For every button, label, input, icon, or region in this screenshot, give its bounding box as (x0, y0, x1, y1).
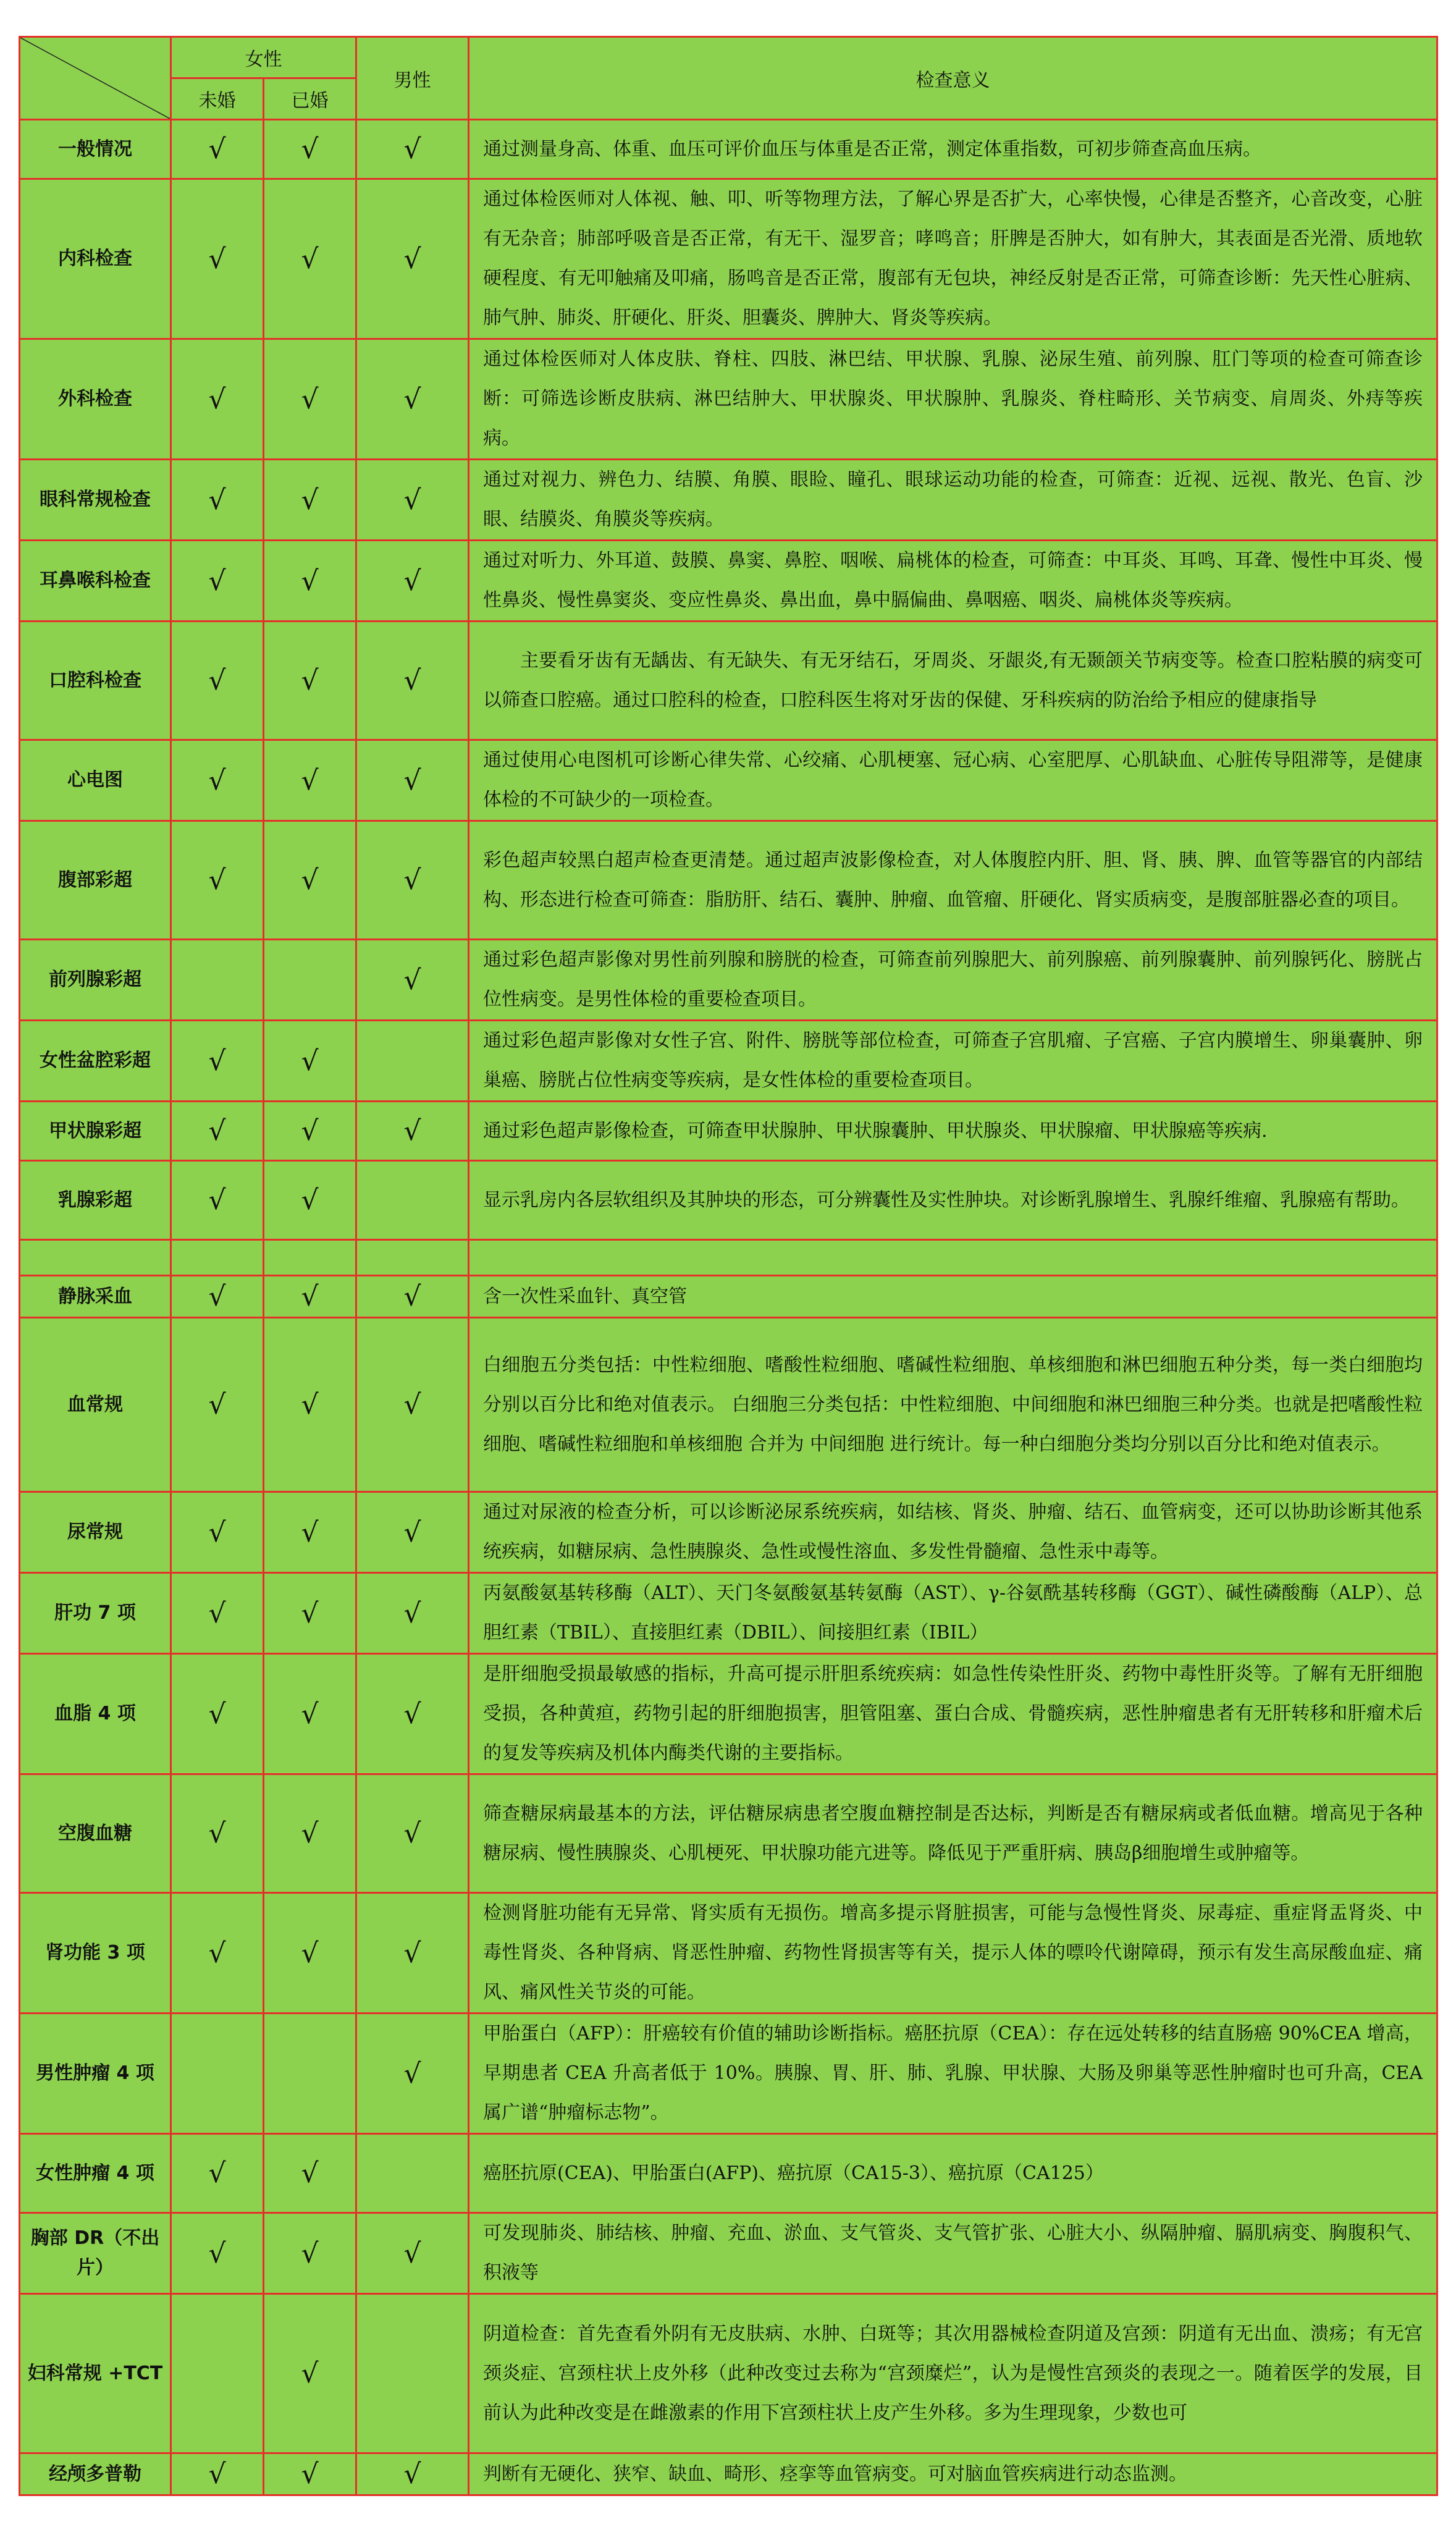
check-unmarried: √ (171, 1774, 264, 1893)
table-row (20, 460, 1437, 541)
item-name: 内科检查 (20, 179, 171, 339)
item-description: 通过彩色超声影像对男性前列腺和膀胱的检查，可筛查前列腺肥大、前列腺癌、前列腺囊肿、前列腺钙化、膀胱占位性病变。是男性体检的重要检查项目。 (469, 940, 1437, 1021)
check-unmarried: √ (171, 120, 264, 179)
item-name: 空腹血糖 (20, 1774, 171, 1893)
check-unmarried: √ (171, 821, 264, 940)
table-row (20, 1318, 1437, 1492)
table-row (20, 179, 1437, 339)
check-unmarried: √ (171, 179, 264, 339)
table-row (20, 1276, 1437, 1318)
item-description (469, 1240, 1437, 1276)
item-description: 通过体检医师对人体视、触、叩、听等物理方法，了解心界是否扩大，心率快慢，心律是否整齐，心音改变，心脏有无杂音；肺部呼吸音是否正常，有无干、湿罗音；哮鸣音；肝脾是否肿大，如有肿大，其表面是否光滑、质地软硬程度、有无叩触痛及叩痛，肠鸣音是否正常，腹部有无包块，神经反射是否正常，可筛查诊断：先天性心脏病、肺气肿、肺炎、肝硬化、肝炎、胆囊炎、脾肿大、肾炎等疾病。 (469, 179, 1437, 339)
check-male: √ (356, 2453, 469, 2495)
check-unmarried: √ (171, 1654, 264, 1774)
check-male: √ (356, 2213, 469, 2294)
table-row (20, 1654, 1437, 1774)
check-male (356, 2294, 469, 2453)
table-row (20, 1492, 1437, 1573)
diagonal-line (20, 38, 170, 119)
check-married: √ (264, 1774, 356, 1893)
check-male: √ (356, 1573, 469, 1654)
check-male: √ (356, 1893, 469, 2014)
item-name: 外科检查 (20, 339, 171, 460)
item-name: 血脂 4 项 (20, 1654, 171, 1774)
check-married: √ (264, 821, 356, 940)
table-row (20, 339, 1437, 460)
item-name: 肾功能 3 项 (20, 1893, 171, 2014)
check-married: √ (264, 1021, 356, 1102)
check-unmarried: √ (171, 2453, 264, 2495)
check-male: √ (356, 1102, 469, 1161)
item-description: 主要看牙齿有无龋齿、有无缺失、有无牙结石，牙周炎、牙龈炎,有无颞颌关节病变等。检查口腔粘膜的病变可以筛查口腔癌。通过口腔科的检查，口腔科医生将对牙齿的保健、牙科疾病的防治给予相应的健康指导 (469, 622, 1437, 740)
item-name: 胸部 DR（不出片） (20, 2213, 171, 2294)
check-married: √ (264, 1654, 356, 1774)
item-name: 一般情况 (20, 120, 171, 179)
table-row (20, 740, 1437, 821)
table-row (20, 120, 1437, 179)
item-description: 判断有无硬化、狭窄、缺血、畸形、痉挛等血管病变。可对脑血管疾病进行动态监测。 (469, 2453, 1437, 2495)
check-married: √ (264, 541, 356, 622)
table-row (20, 2134, 1437, 2213)
table-row (20, 1102, 1437, 1161)
check-married: √ (264, 740, 356, 821)
item-description: 甲胎蛋白（AFP）：肝癌较有价值的辅助诊断指标。癌胚抗原（CEA）：存在远处转移的结直肠癌 90%CEA 增高，早期患者 CEA 升高者低于 10%。胰腺、胃、肝、肺、乳腺、甲状腺、大肠及卵巢等恶性肿瘤时也可升高，CEA 属广谱“肿瘤标志物”。 (469, 2014, 1437, 2134)
check-married: √ (264, 2213, 356, 2294)
check-male: √ (356, 1318, 469, 1492)
health-checkup-table (19, 36, 1438, 2496)
check-unmarried: √ (171, 740, 264, 821)
check-male: √ (356, 120, 469, 179)
check-male: √ (356, 460, 469, 541)
check-unmarried: √ (171, 1318, 264, 1492)
item-description: 通过使用心电图机可诊断心律失常、心绞痛、心肌梗塞、冠心病、心室肥厚、心肌缺血、心脏传导阻滞等，是健康体检的不可缺少的一项检查。 (469, 740, 1437, 821)
item-description: 检测肾脏功能有无异常、肾实质有无损伤。增高多提示肾脏损害，可能与急慢性肾炎、尿毒症、重症肾盂肾炎、中毒性肾炎、各种肾病、肾恶性肿瘤、药物性肾损害等有关，提示人体的嘌呤代谢障碍，预示有发生高尿酸血症、痛风、痛风性关节炎的可能。 (469, 1893, 1437, 2014)
table-row (20, 1161, 1437, 1240)
check-unmarried: √ (171, 1893, 264, 2014)
item-description: 筛查糖尿病最基本的方法，评估糖尿病患者空腹血糖控制是否达标，判断是否有糖尿病或者低血糖。增高见于各种糖尿病、慢性胰腺炎、心肌梗死、甲状腺功能亢进等。降低见于严重肝病、胰岛β细胞增生或肿瘤等。 (469, 1774, 1437, 1893)
table-row (20, 821, 1437, 940)
item-description: 可发现肺炎、肺结核、肿瘤、充血、淤血、支气管炎、支气管扩张、心脏大小、纵隔肿瘤、膈肌病变、胸腹积气、积液等 (469, 2213, 1437, 2294)
item-name: 血常规 (20, 1318, 171, 1492)
check-unmarried: √ (171, 2134, 264, 2213)
check-unmarried (171, 940, 264, 1021)
table-row (20, 2453, 1437, 2495)
check-married: √ (264, 339, 356, 460)
table-row (20, 2213, 1437, 2294)
item-name: 乳腺彩超 (20, 1161, 171, 1240)
table-row (20, 1573, 1437, 1654)
item-description: 白细胞五分类包括：中性粒细胞、嗜酸性粒细胞、嗜碱性粒细胞、单核细胞和淋巴细胞五种分类，每一类白细胞均分别以百分比和绝对值表示。 白细胞三分类包括：中性粒细胞、中间细胞和淋巴细胞三种分类。也就是把嗜酸性粒细胞、嗜碱性粒细胞和单核细胞 合并为 中间细胞 进行统计。每一种白细胞分类均分别以百分比和绝对值表示。 (469, 1318, 1437, 1492)
item-description: 阴道检查：首先查看外阴有无皮肤病、水肿、白斑等；其次用器械检查阴道及宫颈：阴道有无出血、溃疡；有无宫颈炎症、宫颈柱状上皮外移（此种改变过去称为“宫颈糜烂”，认为是慢性宫颈炎的表现之一。随着医学的发展，目前认为此种改变是在雌激素的作用下宫颈柱状上皮产生外移。多为生理现象，少数也可 (469, 2294, 1437, 2453)
item-name: 妇科常规 +TCT (20, 2294, 171, 2453)
check-married: √ (264, 1318, 356, 1492)
check-unmarried: √ (171, 1573, 264, 1654)
header-male: 男性 (356, 37, 469, 120)
check-male (356, 1021, 469, 1102)
check-married: √ (264, 179, 356, 339)
header-unmarried: 未婚 (171, 78, 264, 120)
item-description: 癌胚抗原(CEA)、甲胎蛋白(AFP)、癌抗原（CA15-3）、癌抗原（CA125） (469, 2134, 1437, 2213)
item-description: 通过测量身高、体重、血压可评价血压与体重是否正常，测定体重指数，可初步筛查高血压病。 (469, 120, 1437, 179)
diagonal-corner-cell (20, 37, 171, 120)
check-unmarried: √ (171, 2213, 264, 2294)
check-married (264, 1240, 356, 1276)
header-female: 女性 (171, 37, 356, 78)
table-body (20, 120, 1437, 2495)
check-unmarried (171, 2014, 264, 2134)
check-male: √ (356, 821, 469, 940)
table-row (20, 2294, 1437, 2453)
check-male: √ (356, 179, 469, 339)
check-married: √ (264, 2453, 356, 2495)
item-description: 通过彩色超声影像检查，可筛查甲状腺肿、甲状腺囊肿、甲状腺炎、甲状腺瘤、甲状腺癌等疾病. (469, 1102, 1437, 1161)
header-meaning: 检查意义 (469, 37, 1437, 120)
item-description: 通过对尿液的检查分析，可以诊断泌尿系统疾病，如结核、肾炎、肿瘤、结石、血管病变，还可以协助诊断其他系统疾病，如糖尿病、急性胰腺炎、急性或慢性溶血、多发性骨髓瘤、急性汞中毒等。 (469, 1492, 1437, 1573)
item-description: 丙氨酸氨基转移酶（ALT）、天门冬氨酸氨基转氨酶（AST）、γ-谷氨酰基转移酶（GGT）、碱性磷酸酶（ALP）、总胆红素（TBIL）、直接胆红素（DBIL）、间接胆红素（IBIL） (469, 1573, 1437, 1654)
item-name (20, 1240, 171, 1276)
item-name: 经颅多普勒 (20, 2453, 171, 2495)
item-name: 静脉采血 (20, 1276, 171, 1318)
check-unmarried (171, 2294, 264, 2453)
table-row (20, 1240, 1437, 1276)
item-description: 是肝细胞受损最敏感的指标，升高可提示肝胆系统疾病：如急性传染性肝炎、药物中毒性肝炎等。了解有无肝细胞受损，各种黄疸，药物引起的肝细胞损害，胆管阻塞、蛋白合成、骨髓疾病，恶性肿瘤患者有无肝转移和肝瘤术后的复发等疾病及机体内酶类代谢的主要指标。 (469, 1654, 1437, 1774)
check-married: √ (264, 1893, 356, 2014)
check-married: √ (264, 460, 356, 541)
check-unmarried: √ (171, 1492, 264, 1573)
check-male: √ (356, 1276, 469, 1318)
check-male: √ (356, 1774, 469, 1893)
item-name: 眼科常规检查 (20, 460, 171, 541)
check-unmarried: √ (171, 1276, 264, 1318)
check-married: √ (264, 1102, 356, 1161)
check-male: √ (356, 1654, 469, 1774)
check-unmarried: √ (171, 1161, 264, 1240)
check-married (264, 2014, 356, 2134)
item-description: 通过体检医师对人体皮肤、脊柱、四肢、淋巴结、甲状腺、乳腺、泌尿生殖、前列腺、肛门等项的检查可筛查诊断：可筛选诊断皮肤病、淋巴结肿大、甲状腺炎、甲状腺肿、乳腺炎、脊柱畸形、关节病变、肩周炎、外痔等疾病。 (469, 339, 1437, 460)
check-male: √ (356, 740, 469, 821)
check-male (356, 2134, 469, 2213)
item-name: 尿常规 (20, 1492, 171, 1573)
item-description: 彩色超声较黑白超声检查更清楚。通过超声波影像检查，对人体腹腔内肝、胆、肾、胰、脾、血管等器官的内部结构、形态进行检查可筛查：脂肪肝、结石、囊肿、肿瘤、血管瘤、肝硬化、肾实质病变，是腹部脏器必查的项目。 (469, 821, 1437, 940)
check-male: √ (356, 339, 469, 460)
check-married (264, 940, 356, 1021)
check-male: √ (356, 2014, 469, 2134)
check-unmarried: √ (171, 1021, 264, 1102)
item-description: 通过对视力、辨色力、结膜、角膜、眼睑、瞳孔、眼球运动功能的检查，可筛查：近视、远视、散光、色盲、沙眼、结膜炎、角膜炎等疾病。 (469, 460, 1437, 541)
check-male (356, 1161, 469, 1240)
check-unmarried: √ (171, 622, 264, 740)
table-row (20, 541, 1437, 622)
item-name: 口腔科检查 (20, 622, 171, 740)
table-row (20, 1021, 1437, 1102)
check-married: √ (264, 2294, 356, 2453)
check-unmarried: √ (171, 1102, 264, 1161)
item-name: 肝功 7 项 (20, 1573, 171, 1654)
item-name: 女性盆腔彩超 (20, 1021, 171, 1102)
table-row (20, 2014, 1437, 2134)
check-male (356, 1240, 469, 1276)
check-male: √ (356, 622, 469, 740)
table-row (20, 1774, 1437, 1893)
check-married: √ (264, 2134, 356, 2213)
item-name: 腹部彩超 (20, 821, 171, 940)
check-male: √ (356, 541, 469, 622)
header-married: 已婚 (264, 78, 356, 120)
check-married: √ (264, 120, 356, 179)
check-male: √ (356, 1492, 469, 1573)
check-married: √ (264, 1573, 356, 1654)
item-description: 通过对听力、外耳道、鼓膜、鼻窦、鼻腔、咽喉、扁桃体的检查，可筛查：中耳炎、耳鸣、耳聋、慢性中耳炎、慢性鼻炎、慢性鼻窦炎、变应性鼻炎、鼻出血，鼻中膈偏曲、鼻咽癌、咽炎、扁桃体炎等疾病。 (469, 541, 1437, 622)
item-description: 通过彩色超声影像对女性子宫、附件、膀胱等部位检查，可筛查子宫肌瘤、子宫癌、子宫内膜增生、卵巢囊肿、卵巢癌、膀胱占位性病变等疾病，是女性体检的重要检查项目。 (469, 1021, 1437, 1102)
item-description: 含一次性采血针、真空管 (469, 1276, 1437, 1318)
check-unmarried: √ (171, 541, 264, 622)
item-name: 耳鼻喉科检查 (20, 541, 171, 622)
check-married: √ (264, 622, 356, 740)
table-row (20, 940, 1437, 1021)
check-male: √ (356, 940, 469, 1021)
table-row (20, 622, 1437, 740)
check-unmarried: √ (171, 460, 264, 541)
item-name: 女性肿瘤 4 项 (20, 2134, 171, 2213)
item-name: 心电图 (20, 740, 171, 821)
item-name: 甲状腺彩超 (20, 1102, 171, 1161)
check-unmarried: √ (171, 339, 264, 460)
table-row (20, 1893, 1437, 2014)
item-name: 前列腺彩超 (20, 940, 171, 1021)
item-name: 男性肿瘤 4 项 (20, 2014, 171, 2134)
check-married: √ (264, 1492, 356, 1573)
item-description: 显示乳房内各层软组织及其肿块的形态，可分辨囊性及实性肿块。对诊断乳腺增生、乳腺纤维瘤、乳腺癌有帮助。 (469, 1161, 1437, 1240)
check-married: √ (264, 1161, 356, 1240)
check-unmarried (171, 1240, 264, 1276)
header-row-1 (20, 37, 1437, 78)
check-married: √ (264, 1276, 356, 1318)
